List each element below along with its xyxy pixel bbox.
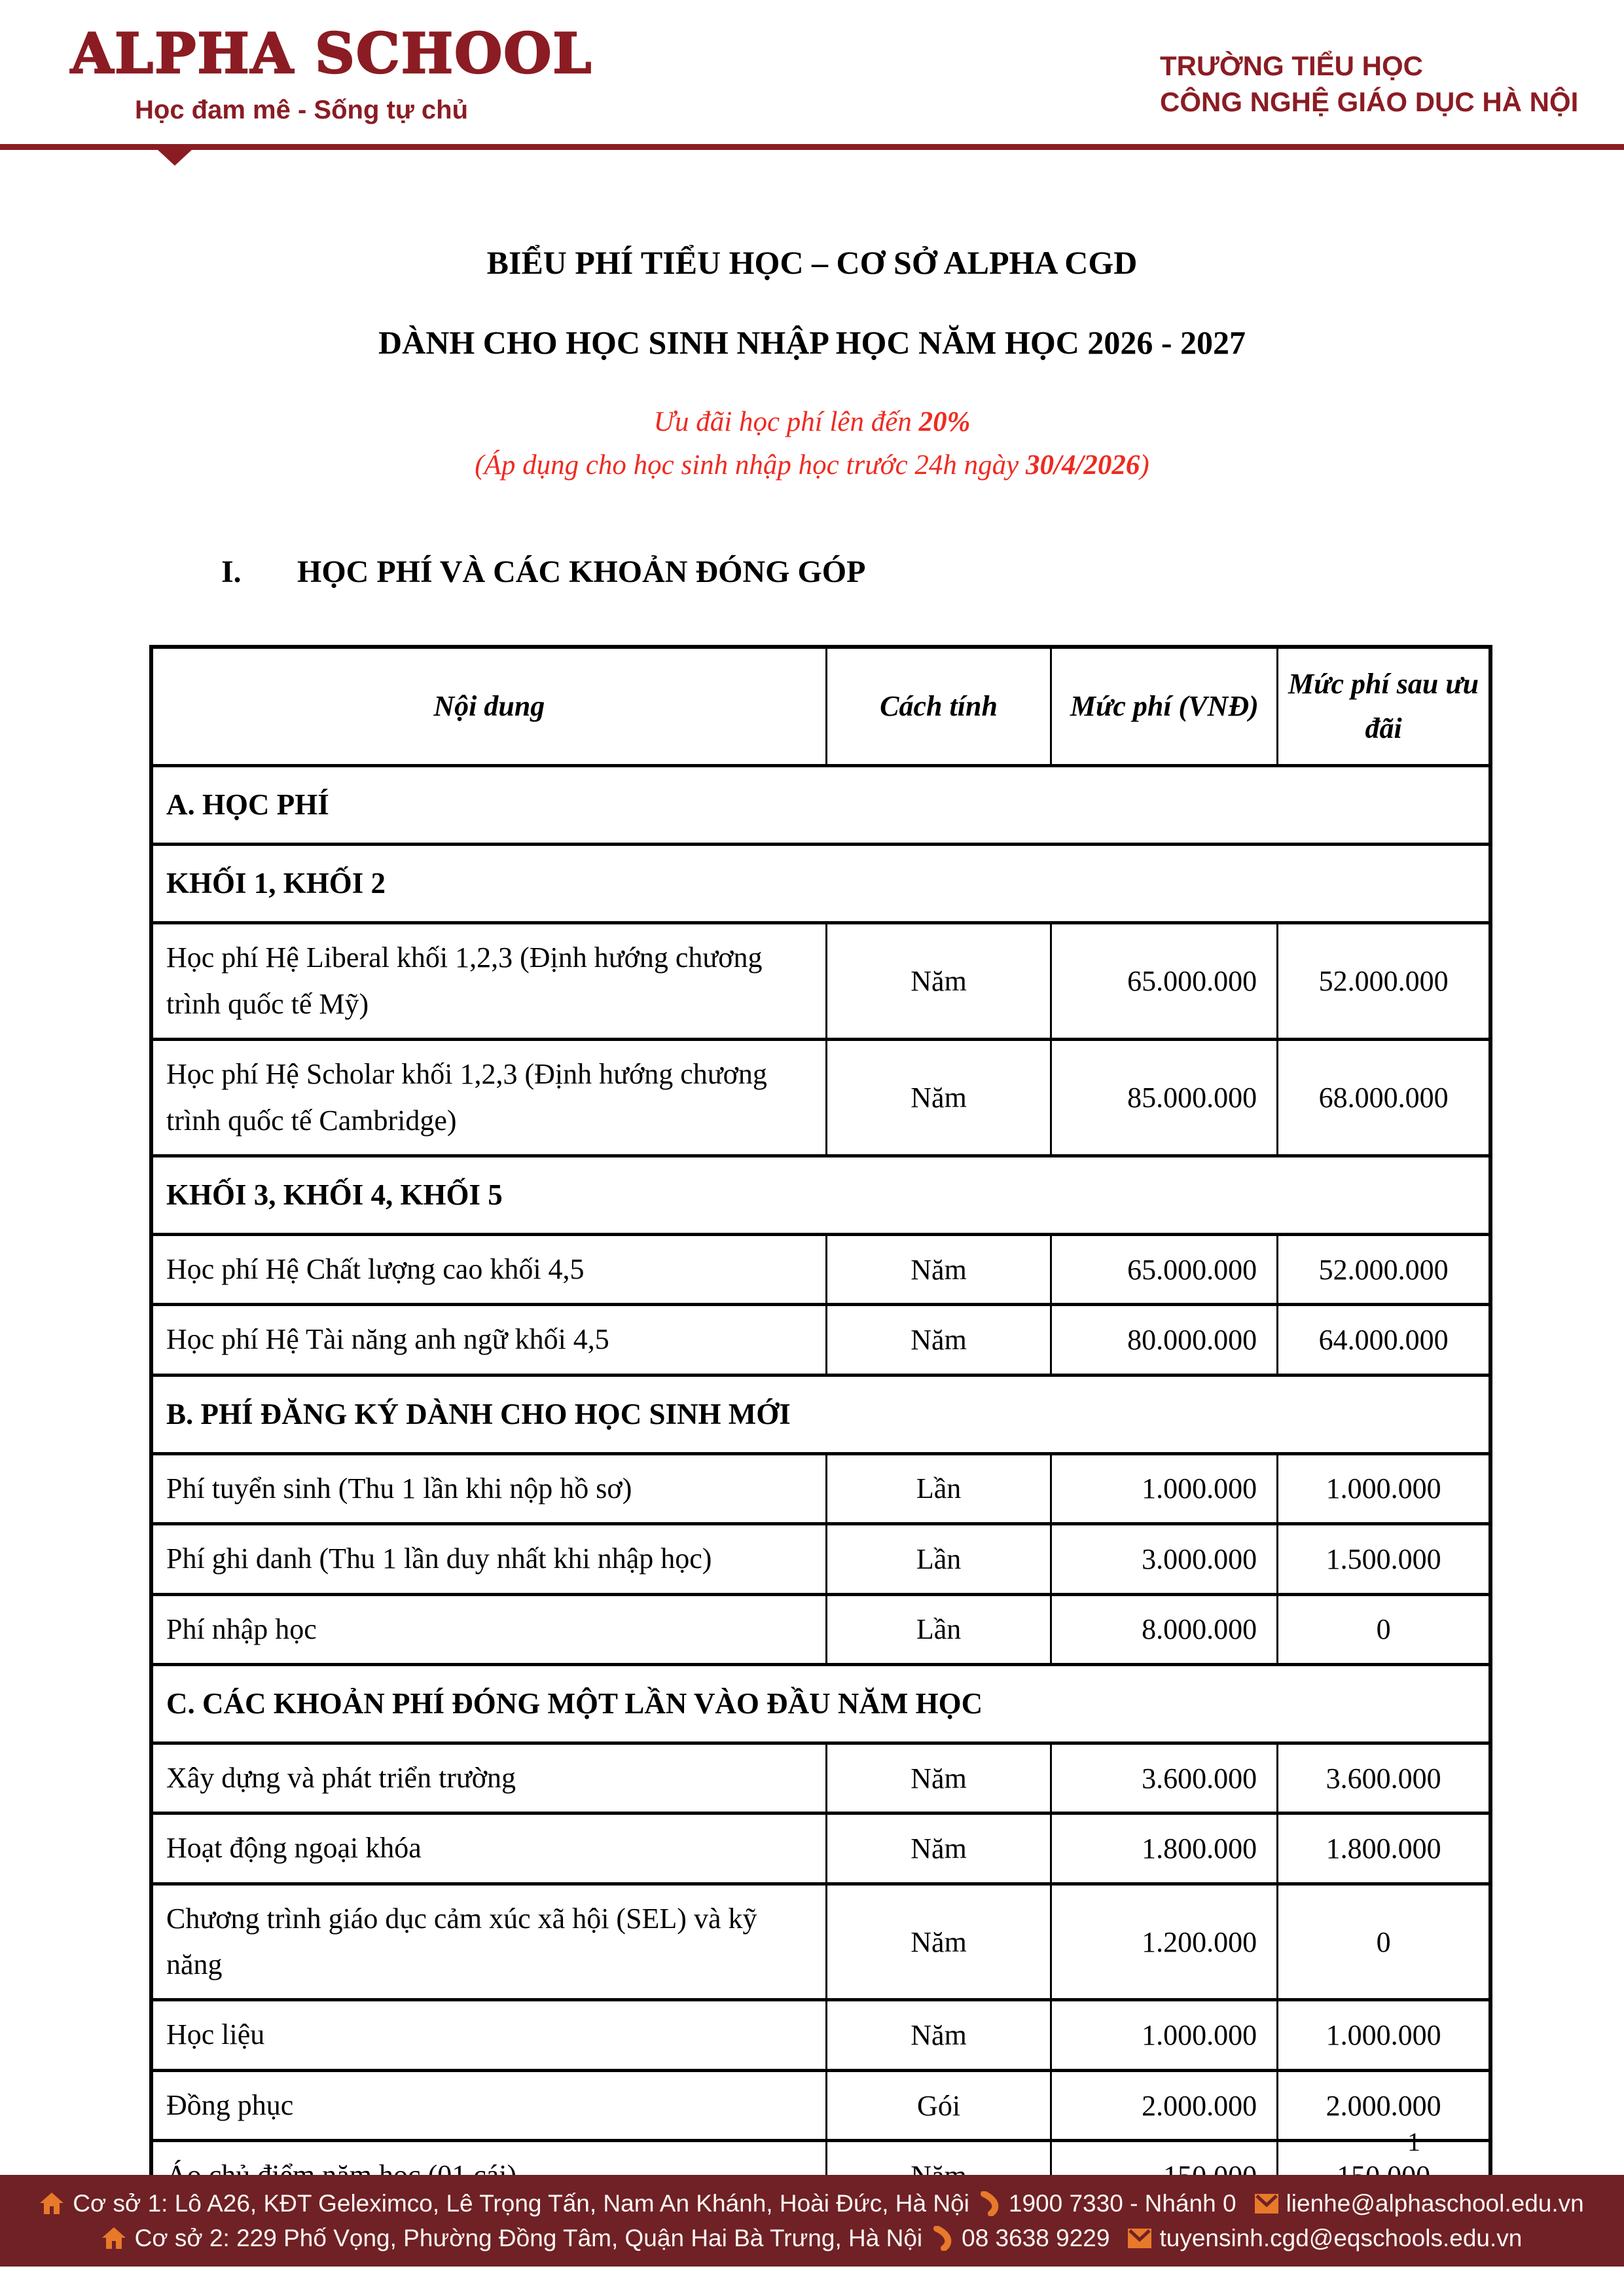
discounted-fee-cell: 3.600.000 xyxy=(1278,1743,1490,1813)
item-name-cell: Chương trình giáo dục cảm xúc xã hội (SEL) và kỹ năng xyxy=(151,1884,826,2000)
fee-table-row xyxy=(151,923,1490,1040)
fee-cell: 1.200.000 xyxy=(1051,1884,1278,2000)
fee-table-row xyxy=(151,2000,1490,2070)
fee-cell: 3.600.000 xyxy=(1051,1743,1278,1813)
fee-table-section-row xyxy=(151,1664,1490,1743)
fee-table-section-row xyxy=(151,1375,1490,1453)
document-title-line2: DÀNH CHO HỌC SINH NHẬP HỌC NĂM HỌC 2026 - 2027 xyxy=(378,324,1246,361)
column-header-basis: Cách tính xyxy=(826,647,1051,766)
basis-cell: Năm xyxy=(826,1743,1051,1813)
fee-cell: 80.000.000 xyxy=(1051,1305,1278,1375)
mail-icon xyxy=(1128,2229,1151,2248)
school-logo: ALPHA SCHOOL xyxy=(71,21,593,86)
promo-line1 xyxy=(0,406,1624,438)
section-label-cell: B. PHÍ ĐĂNG KÝ DÀNH CHO HỌC SINH MỚI xyxy=(151,1375,1490,1453)
document-title-line1: BIỂU PHÍ TIỂU HỌC – CƠ SỞ ALPHA CGD xyxy=(486,244,1138,281)
basis-cell: Lần xyxy=(826,1453,1051,1523)
fee-cell: 1.800.000 xyxy=(1051,1813,1278,1884)
fee-table-section-row xyxy=(151,845,1490,923)
item-name-cell: Học phí Hệ Liberal khối 1,2,3 (Định hướng chương trình quốc tế Mỹ) xyxy=(151,923,826,1040)
item-name-cell: Học phí Hệ Chất lượng cao khối 4,5 xyxy=(151,1234,826,1304)
item-name-cell: Hoạt động ngoại khóa xyxy=(151,1813,826,1884)
house-icon xyxy=(40,2193,63,2215)
basis-cell: Gói xyxy=(826,2070,1051,2140)
promo-line1-text: Ưu đãi học phí lên đến xyxy=(653,407,919,437)
fee-cell: 1.000.000 xyxy=(1051,2000,1278,2070)
fee-table-section-row xyxy=(151,766,1490,845)
item-name-cell: Phí nhập học xyxy=(151,1594,826,1664)
basis-cell: Năm xyxy=(826,923,1051,1040)
item-name-cell: Phí tuyển sinh (Thu 1 lần khi nộp hồ sơ) xyxy=(151,1453,826,1523)
campus1-email: lienhe@alphaschool.edu.vn xyxy=(1286,2189,1584,2217)
fee-table-row xyxy=(151,2070,1490,2140)
promo-line2-suffix: ) xyxy=(1140,450,1149,481)
discounted-fee-cell: 1.000.000 xyxy=(1278,1453,1490,1523)
fee-table-header-row xyxy=(151,647,1490,766)
discounted-fee-cell: 68.000.000 xyxy=(1278,1040,1490,1156)
discounted-fee-cell: 64.000.000 xyxy=(1278,1305,1490,1375)
rule-arrow-icon xyxy=(157,149,192,166)
basis-cell: Lần xyxy=(826,1524,1051,1594)
fee-table-row xyxy=(151,1743,1490,1813)
promo-line1-highlight: 20% xyxy=(918,407,971,437)
school-slogan: Học đam mê - Sống tự chủ xyxy=(135,96,469,124)
page-number: 1 xyxy=(1407,2127,1420,2157)
campus1-phone: 1900 7330 - Nhánh 0 xyxy=(1008,2189,1236,2217)
section-label-cell: A. HỌC PHÍ xyxy=(151,766,1490,845)
column-header-content: Nội dung xyxy=(151,647,826,766)
footer-line-campus2 xyxy=(102,2225,1523,2252)
house-icon xyxy=(102,2227,126,2250)
fee-table-body xyxy=(151,766,1490,2212)
fee-table xyxy=(149,645,1492,2214)
fee-cell: 3.000.000 xyxy=(1051,1524,1278,1594)
discounted-fee-cell: 52.000.000 xyxy=(1278,1234,1490,1304)
fee-table-header xyxy=(151,647,1490,766)
organization-line1: TRƯỜNG TIỂU HỌC xyxy=(1160,50,1423,81)
column-header-fee: Mức phí (VNĐ) xyxy=(1051,647,1278,766)
section-title: HỌC PHÍ VÀ CÁC KHOẢN ĐÓNG GÓP xyxy=(297,555,866,589)
discounted-fee-cell: 0 xyxy=(1278,1594,1490,1664)
item-name-cell: Xây dựng và phát triển trường xyxy=(151,1743,826,1813)
fee-table-row xyxy=(151,1524,1490,1594)
mail-icon xyxy=(1255,2194,1278,2214)
fee-table-row xyxy=(151,1305,1490,1375)
section-label-cell: C. CÁC KHOẢN PHÍ ĐÓNG MỘT LẦN VÀO ĐẦU NĂM HỌC xyxy=(151,1664,1490,1743)
basis-cell: Năm xyxy=(826,1040,1051,1156)
discounted-fee-cell: 0 xyxy=(1278,1884,1490,2000)
fee-table-row xyxy=(151,1813,1490,1884)
discounted-fee-cell: 1.800.000 xyxy=(1278,1813,1490,1884)
discounted-fee-cell: 2.000.000 xyxy=(1278,2070,1490,2140)
basis-cell: Năm xyxy=(826,1884,1051,2000)
basis-cell: Năm xyxy=(826,2000,1051,2070)
basis-cell: Năm xyxy=(826,1813,1051,1884)
phone-icon xyxy=(931,2226,954,2251)
campus1-email-group xyxy=(1255,2190,1584,2217)
section-label-cell: KHỐI 3, KHỐI 4, KHỐI 5 xyxy=(151,1156,1490,1234)
promo-line2-text: (Áp dụng cho học sinh nhập học trước 24h ngày xyxy=(475,450,1026,481)
fee-cell: 65.000.000 xyxy=(1051,1234,1278,1304)
item-name-cell: Học phí Hệ Scholar khối 1,2,3 (Định hướng chương trình quốc tế Cambridge) xyxy=(151,1040,826,1156)
item-name-cell: Học liệu xyxy=(151,2000,826,2070)
campus2-address: Cơ sở 2: 229 Phố Vọng, Phường Đồng Tâm, Quận Hai Bà Trưng, Hà Nội xyxy=(134,2224,923,2251)
item-name-cell: Đồng phục xyxy=(151,2070,826,2140)
fee-cell: 2.000.000 xyxy=(1051,2070,1278,2140)
organization-name xyxy=(1160,48,1578,120)
item-name-cell: Phí ghi danh (Thu 1 lần duy nhất khi nhập học) xyxy=(151,1524,826,1594)
basis-cell: Năm xyxy=(826,1305,1051,1375)
fee-cell: 1.000.000 xyxy=(1051,1453,1278,1523)
campus2-email: tuyensinh.cgd@eqschools.edu.vn xyxy=(1159,2224,1523,2251)
organization-line2: CÔNG NGHỆ GIÁO DỤC HÀ NỘI xyxy=(1160,86,1579,117)
column-header-discounted: Mức phí sau ưu đãi xyxy=(1278,647,1490,766)
campus1-phone-group xyxy=(979,2190,1236,2217)
section-numeral: I. xyxy=(221,555,242,589)
fee-table-row xyxy=(151,1884,1490,2000)
fee-cell: 85.000.000 xyxy=(1051,1040,1278,1156)
promo-line2-highlight: 30/4/2026 xyxy=(1026,450,1140,481)
discounted-fee-cell: 1.000.000 xyxy=(1278,2000,1490,2070)
footer-contact-bar xyxy=(0,2175,1624,2267)
phone-icon xyxy=(979,2191,1001,2216)
basis-cell: Lần xyxy=(826,1594,1051,1664)
basis-cell: Năm xyxy=(826,1234,1051,1304)
promo-line2 xyxy=(0,449,1624,481)
campus2-phone: 08 3638 9229 xyxy=(962,2224,1110,2251)
fee-table-row xyxy=(151,1234,1490,1304)
fee-table-row xyxy=(151,1040,1490,1156)
section-label-cell: KHỐI 1, KHỐI 2 xyxy=(151,845,1490,923)
campus1-address: Cơ sở 1: Lô A26, KĐT Geleximco, Lê Trọng Tấn, Nam An Khánh, Hoài Đức, Hà Nội xyxy=(73,2189,969,2217)
footer-line-campus1 xyxy=(40,2190,1583,2217)
header-divider xyxy=(0,144,1624,150)
fee-table-row xyxy=(151,1453,1490,1523)
campus2-email-group xyxy=(1128,2225,1522,2252)
item-name-cell: Học phí Hệ Tài năng anh ngữ khối 4,5 xyxy=(151,1305,826,1375)
section-heading xyxy=(221,554,865,590)
fee-table-row xyxy=(151,1594,1490,1664)
discounted-fee-cell: 1.500.000 xyxy=(1278,1524,1490,1594)
fee-table-section-row xyxy=(151,1156,1490,1234)
campus2-phone-group xyxy=(931,2225,1110,2252)
discounted-fee-cell: 52.000.000 xyxy=(1278,923,1490,1040)
fee-cell: 8.000.000 xyxy=(1051,1594,1278,1664)
fee-cell: 65.000.000 xyxy=(1051,923,1278,1040)
